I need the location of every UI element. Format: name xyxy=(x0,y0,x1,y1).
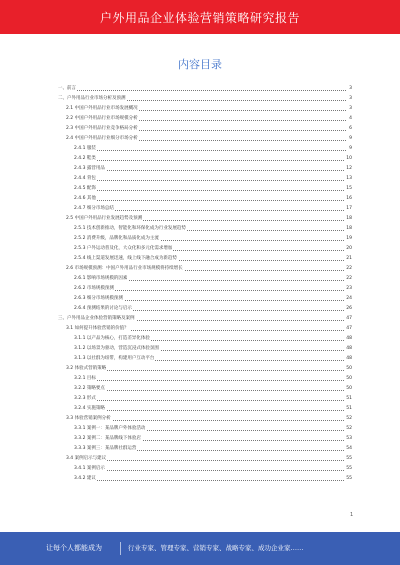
toc-dot-leader xyxy=(74,390,346,391)
toc-entry-label: 2.5.4 线上渠道发展迅速，线上线下融合成为新趋势 xyxy=(74,256,177,261)
toc-entry-label: 2.2 中国户外用品行业市场规模分析 xyxy=(66,116,138,121)
toc-entry[interactable] xyxy=(58,214,352,224)
toc-entry-label: 3.3 体验营销案例分析 xyxy=(66,416,111,421)
toc-entry-label: 2.4.5 配饰 xyxy=(74,186,96,191)
toc-entry[interactable] xyxy=(58,144,352,154)
toc-entry-label: 三、户外用品企业体验营销策略及案例 xyxy=(58,316,135,321)
toc-entry[interactable] xyxy=(58,84,352,94)
toc-entry-label: 2.4 中国户外用品行业细分市场分析 xyxy=(66,136,138,141)
toc-entry-page: 50 xyxy=(345,374,352,384)
toc-entry[interactable] xyxy=(58,364,352,374)
toc-entry-label: 3.1.2 以场景为驱动，营造沉浸式体验氛围 xyxy=(74,346,159,351)
toc-entry-page: 48 xyxy=(345,344,352,354)
page-number: 1 xyxy=(350,512,354,518)
toc-entry-page: 24 xyxy=(345,294,352,304)
toc-entry-label: 2.3 中国户外用品行业竞争格局分析 xyxy=(66,126,138,131)
toc-entry[interactable] xyxy=(58,404,352,414)
toc-entry-page: 47 xyxy=(345,324,352,334)
toc-entry-page: 10 xyxy=(345,154,352,164)
toc-entry[interactable] xyxy=(58,104,352,114)
toc-entry-page: 22 xyxy=(345,264,352,274)
toc-dot-leader xyxy=(74,410,346,411)
toc-entry[interactable] xyxy=(58,384,352,394)
toc-entry[interactable] xyxy=(58,234,352,244)
table-of-contents xyxy=(58,84,352,484)
toc-entry-page: 55 xyxy=(345,454,352,464)
toc-entry-label: 3.1.1 以产品为核心，打造差异化体验 xyxy=(74,336,150,341)
toc-entry-page: 48 xyxy=(345,334,352,344)
toc-dot-leader xyxy=(66,460,346,461)
toc-entry[interactable] xyxy=(58,424,352,434)
toc-entry[interactable] xyxy=(58,224,352,234)
toc-dot-leader xyxy=(74,480,346,481)
toc-entry[interactable] xyxy=(58,414,352,424)
toc-entry[interactable] xyxy=(58,434,352,444)
toc-entry-page: 6 xyxy=(348,124,352,134)
toc-entry[interactable] xyxy=(58,254,352,264)
toc-entry-label: 2.4.1 服装 xyxy=(74,146,96,151)
toc-entry-label: 3.4.1 案例启示 xyxy=(74,466,105,471)
toc-entry-page: 51 xyxy=(345,404,352,414)
toc-entry[interactable] xyxy=(58,334,352,344)
toc-dot-leader xyxy=(58,90,346,91)
toc-entry-page: 17 xyxy=(345,204,352,214)
toc-dot-leader xyxy=(74,150,346,151)
toc-entry-label: 2.4.7 细分市场总结 xyxy=(74,206,114,211)
toc-entry-page: 51 xyxy=(345,394,352,404)
toc-entry-label: 2.6.4 预测结果的讨论与启示 xyxy=(74,306,132,311)
toc-entry-page: 3 xyxy=(348,84,352,94)
toc-entry-page: 13 xyxy=(345,174,352,184)
toc-entry-label: 3.3.3 案例三：某品牌社群运营 xyxy=(74,446,137,451)
toc-entry-label: 2.6.1 影响市场规模的因素 xyxy=(74,276,128,281)
toc-dot-leader xyxy=(74,180,346,181)
toc-entry[interactable] xyxy=(58,204,352,214)
footer-slogan-left: 让每个人都能成为 xyxy=(46,544,102,552)
toc-entry-label: 3.4.2 建议 xyxy=(74,476,96,481)
toc-entry[interactable] xyxy=(58,294,352,304)
toc-entry-page: 23 xyxy=(345,284,352,294)
toc-dot-leader xyxy=(74,470,346,471)
toc-entry-page: 47 xyxy=(345,314,352,324)
footer-banner xyxy=(0,532,400,565)
toc-entry-page: 21 xyxy=(345,254,352,264)
toc-entry[interactable] xyxy=(58,194,352,204)
toc-entry-label: 3.1.3 以社群为纽带，构建用户互动平台 xyxy=(74,356,155,361)
toc-heading: 内容目录 xyxy=(178,58,222,71)
toc-dot-leader xyxy=(74,200,346,201)
toc-entry-label: 3.2.1 目标 xyxy=(74,376,96,381)
toc-dot-leader xyxy=(74,170,346,171)
toc-entry[interactable] xyxy=(58,324,352,334)
toc-entry-page: 52 xyxy=(345,414,352,424)
toc-entry-page: 4 xyxy=(348,114,352,124)
toc-entry[interactable] xyxy=(58,474,352,484)
toc-entry-label: 3.3.1 案例一：某品牌户外体验活动 xyxy=(74,426,146,431)
toc-entry[interactable] xyxy=(58,174,352,184)
toc-entry-page: 19 xyxy=(345,234,352,244)
toc-entry-page: 18 xyxy=(345,224,352,234)
toc-entry-label: 3.2 体验式营销策略 xyxy=(66,366,107,371)
toc-entry-page: 50 xyxy=(345,364,352,374)
toc-entry-label: 2.5.2 消费升级，品牌化和品质化成为主流 xyxy=(74,236,159,241)
toc-entry-page: 15 xyxy=(345,184,352,194)
toc-entry-label: 2.5 中国户外用品行业发展趋势及预测 xyxy=(66,216,143,221)
toc-entry[interactable] xyxy=(58,344,352,354)
toc-entry-label: 2.4.3 露营用品 xyxy=(74,166,105,171)
toc-entry-page: 9 xyxy=(348,134,352,144)
toc-entry-label: 二、户外用品行业市场分析及预测 xyxy=(58,96,126,101)
toc-dot-leader xyxy=(74,380,346,381)
toc-entry-label: 2.4.2 鞋类 xyxy=(74,156,96,161)
toc-entry-page: 9 xyxy=(348,144,352,154)
toc-entry-page: 55 xyxy=(345,464,352,474)
toc-entry[interactable] xyxy=(58,284,352,294)
toc-entry[interactable] xyxy=(58,374,352,384)
toc-entry[interactable] xyxy=(58,184,352,194)
footer-divider xyxy=(120,542,121,555)
toc-entry-page: 26 xyxy=(345,304,352,314)
report-title: 户外用品企业体验营销策略研究报告 xyxy=(99,11,300,25)
toc-entry[interactable] xyxy=(58,154,352,164)
toc-entry-page: 16 xyxy=(345,194,352,204)
toc-entry-label: 2.4.4 背包 xyxy=(74,176,96,181)
toc-entry-label: 3.2.4 实施策略 xyxy=(74,406,105,411)
toc-entry[interactable] xyxy=(58,274,352,284)
toc-entry[interactable] xyxy=(58,454,352,464)
toc-entry[interactable] xyxy=(58,444,352,454)
toc-entry-page: 53 xyxy=(345,434,352,444)
toc-entry-label: 2.1 中国户外用品行业市场发展概况 xyxy=(66,106,138,111)
toc-entry-page: 22 xyxy=(345,274,352,284)
toc-entry-label: 2.6.2 市场规模预测 xyxy=(74,286,114,291)
toc-entry[interactable] xyxy=(58,134,352,144)
toc-entry[interactable] xyxy=(58,94,352,104)
toc-entry[interactable] xyxy=(58,244,352,254)
toc-entry[interactable] xyxy=(58,264,352,274)
toc-entry[interactable] xyxy=(58,114,352,124)
toc-entry-page: 52 xyxy=(345,424,352,434)
toc-entry-label: 3.1 如何提升体验营销的价值？ xyxy=(66,326,129,331)
toc-entry-page: 54 xyxy=(345,444,352,454)
toc-dot-leader xyxy=(74,160,346,161)
toc-entry-label: 2.5.3 户外运动普及化，大众化和多元化需求增加 xyxy=(74,246,173,251)
toc-entry-page: 50 xyxy=(345,384,352,394)
toc-entry-page: 20 xyxy=(345,244,352,254)
toc-dot-leader xyxy=(66,370,346,371)
toc-entry-page: 18 xyxy=(345,214,352,224)
toc-entry-label: 2.6.3 细分市场规模预测 xyxy=(74,296,123,301)
toc-entry[interactable] xyxy=(58,124,352,134)
toc-entry-page: 3 xyxy=(348,94,352,104)
toc-entry-label: 3.2.2 策略要点 xyxy=(74,386,105,391)
toc-dot-leader xyxy=(74,400,346,401)
toc-entry-label: 2.6 市场规模预测：中国户外用品行业市场规模将持续增长 xyxy=(66,266,183,271)
toc-entry-page: 3 xyxy=(348,104,352,114)
toc-entry-page: 12 xyxy=(345,164,352,174)
toc-entry[interactable] xyxy=(58,164,352,174)
toc-entry[interactable] xyxy=(58,394,352,404)
footer-slogan-right: 行业专家、管理专家、营销专家、战略专家、成功企业家…… xyxy=(128,544,304,552)
toc-dot-leader xyxy=(74,190,346,191)
toc-entry-label: 3.3.2 案例二：某品牌线下体验店 xyxy=(74,436,141,441)
toc-entry[interactable] xyxy=(58,314,352,324)
toc-entry-page: 55 xyxy=(345,474,352,484)
toc-entry[interactable] xyxy=(58,464,352,474)
toc-entry-label: 3.2.3 形式 xyxy=(74,396,96,401)
toc-entry-page: 48 xyxy=(345,354,352,364)
toc-entry[interactable] xyxy=(58,304,352,314)
toc-entry-label: 2.4.6 其他 xyxy=(74,196,96,201)
toc-entry[interactable] xyxy=(58,354,352,364)
toc-entry-label: 2.5.1 技术创新推动，智能化和环保化成为行业发展趋势 xyxy=(74,226,186,231)
report-header xyxy=(0,0,400,34)
toc-entry-label: 3.4 案例启示与建议 xyxy=(66,456,107,461)
toc-entry-label: 一、前言 xyxy=(58,86,76,91)
